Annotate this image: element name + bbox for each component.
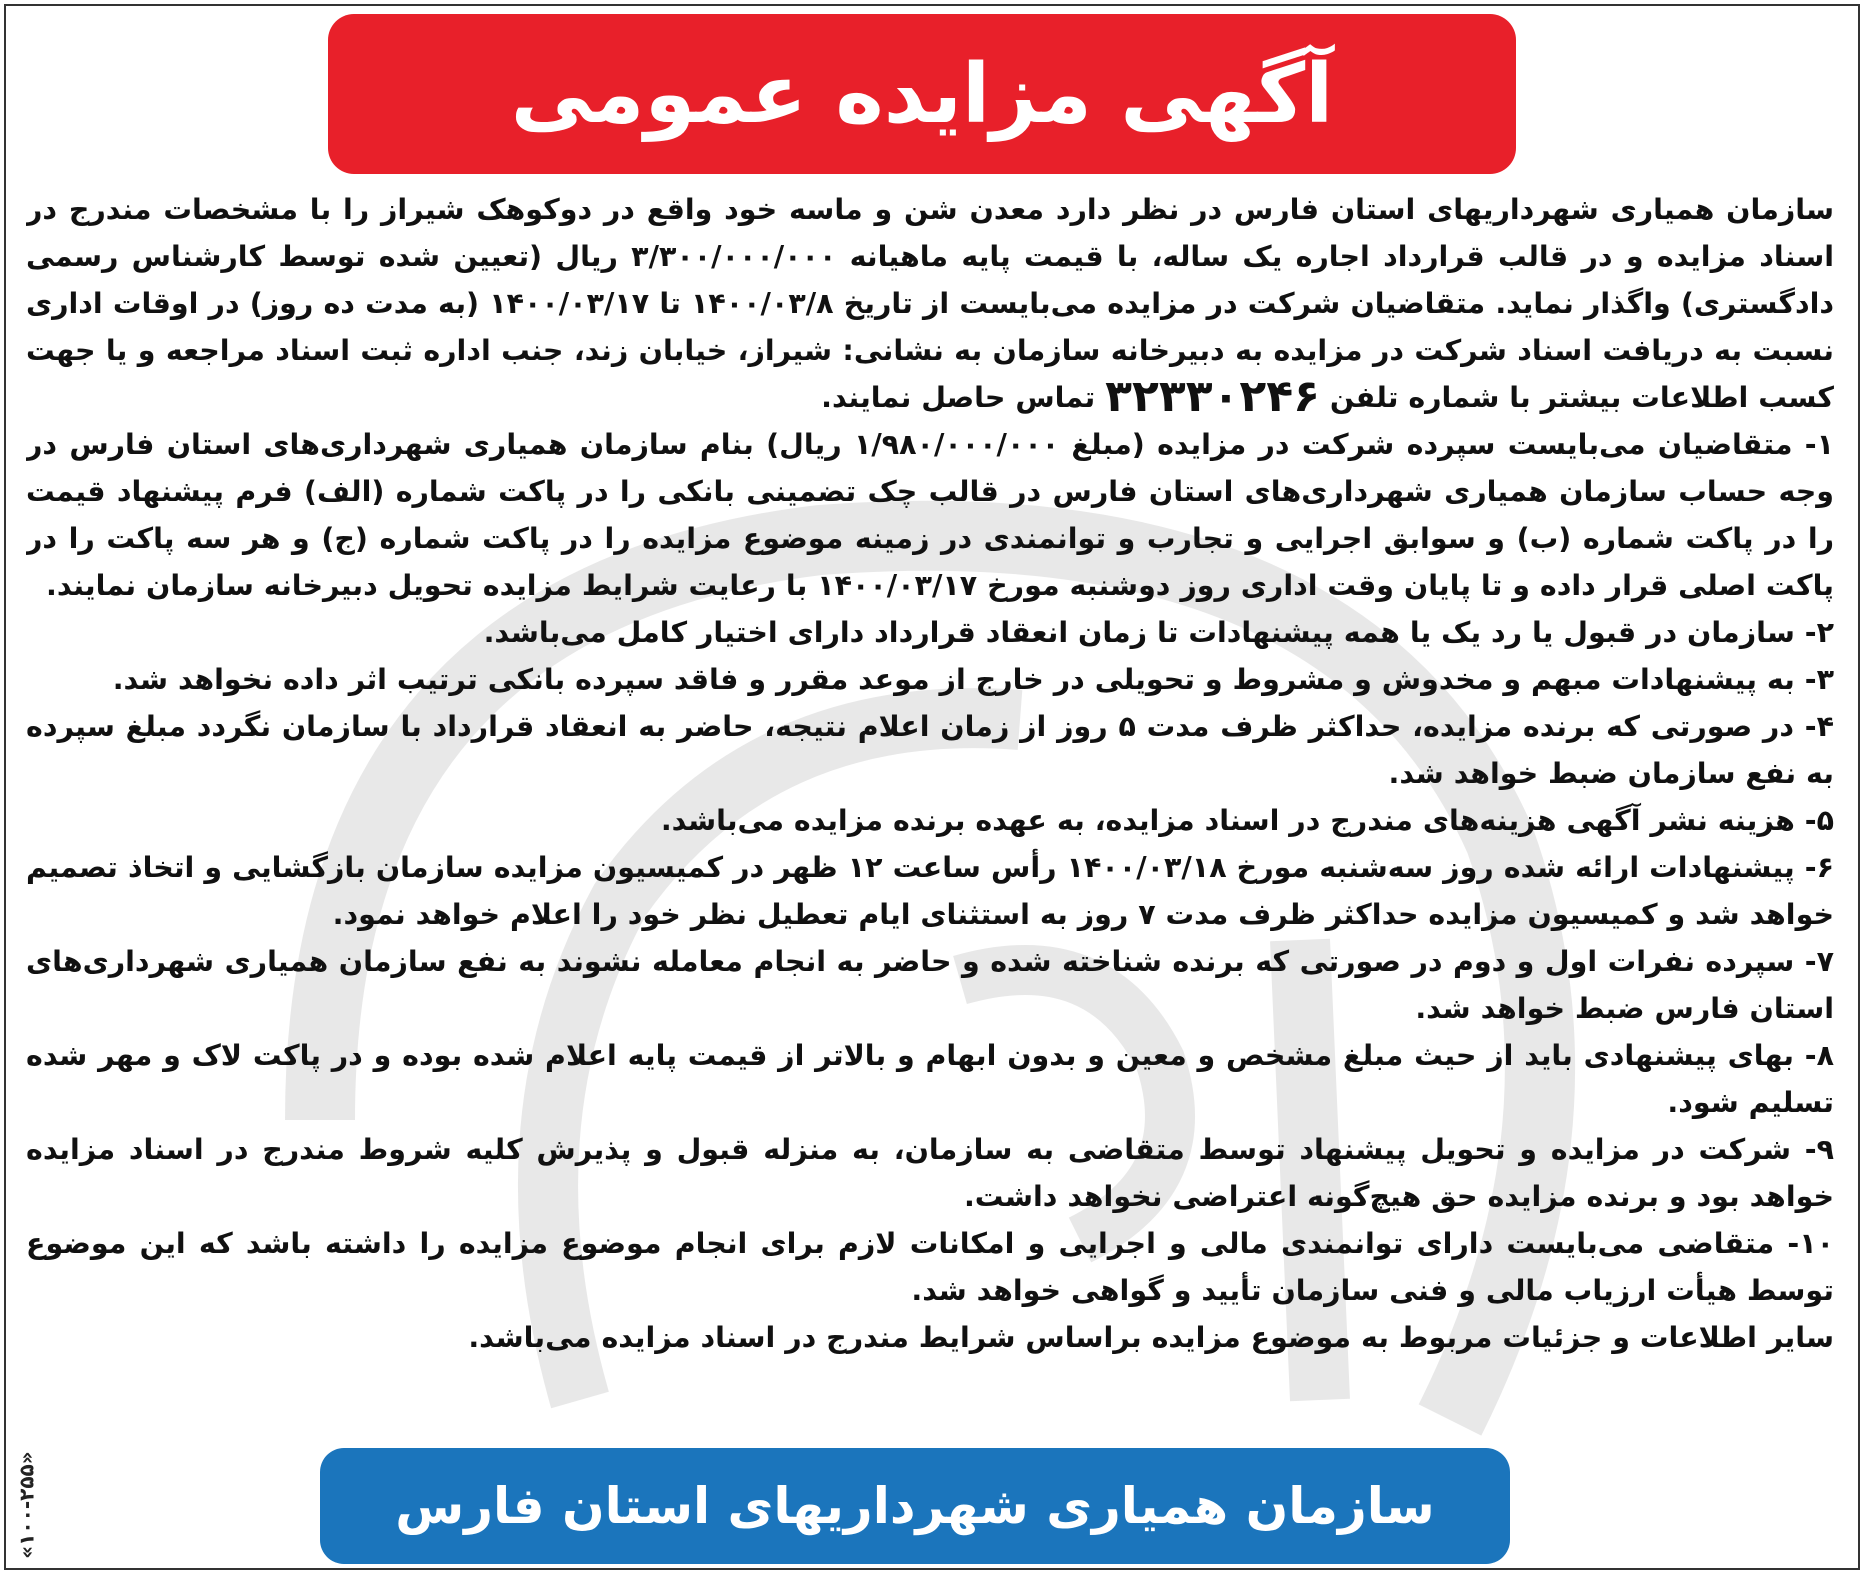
intro-text: سازمان همیاری شهرداریهای استان فارس در نظر دارد معدن شن و ماسه خود واقع در دوکوهک شیراز را با مشخصات مندرج در اسناد مزایده و در قالب قرارداد اجاره یک ساله، با قیمت پایه ماهیانه ۳/۳۰۰/۰۰۰/۰۰۰ ریال (تعیین شده توسط کارشناس رسمی دادگستری) واگذار نماید. متقاضیان شرکت در مزایده می‌بایست از تاریخ ۱۴۰۰/۰۳/۸ تا ۱۴۰۰/۰۳/۱۷ (به مدت ده روز) در اوقات اداری نسبت به دریافت اسناد شرکت در مزایده به دبیرخانه سازمان به نشانی: شیراز، خیابان زند، جنب اداره ثبت اسناد مراجعه و یا جهت کسب اطلاعات بیشتر با شماره تلفن xyxy=(26,193,1834,414)
clause-1: ۱- متقاضیان می‌بایست سپرده شرکت در مزایده (مبلغ ۱/۹۸۰/۰۰۰/۰۰۰ ریال) بنام سازمان همیاری شهرداری‌های استان فارس در وجه حساب سازمان همیاری شهرداری‌های استان فارس در قالب چک تضمینی بانکی را در پاکت شماره (الف) فرم پیشنهاد قیمت را در پاکت شماره (ب) و سوابق اجرایی و تجارب و توانمندی در زمینه موضوع مزایده را در پاکت شماره (ج) و هر سه پاکت را در پاکت اصلی قرار داده و تا پایان وقت اداری روز دوشنبه مورخ ۱۴۰۰/۰۳/۱۷ با رعایت شرایط مزایده تحویل دبیرخانه سازمان نمایند. xyxy=(26,428,1834,602)
clause-5: ۵- هزینه نشر آگهی هزینه‌های مندرج در اسناد مزایده، به عهده برنده مزایده می‌باشد. xyxy=(660,804,1834,837)
clause-6: ۶- پیشنهادات ارائه شده روز سه‌شنبه مورخ ۱۴۰۰/۰۳/۱۸ رأس ساعت ۱۲ ظهر در کمیسیون مزایده سازمان بازگشایی و اتخاذ تصمیم خواهد شد و کمیسیون مزایده حداکثر ظرف مدت ۷ روز به استثنای ایام تعطیل نظر خود را اعلام خواهد نمود. xyxy=(26,851,1834,931)
ad-code: «۱۰۰-۲۵۵» xyxy=(15,1451,40,1559)
title-banner xyxy=(328,14,1516,174)
intro-paragraph xyxy=(26,186,1834,421)
intro-text-end: تماس حاصل نمایند. xyxy=(821,381,1096,414)
footer-banner xyxy=(320,1448,1510,1564)
ad-code-container xyxy=(4,1440,50,1570)
clause-9: ۹- شرکت در مزایده و تحویل پیشنهاد توسط متقاضی به سازمان، به منزله قبول و پذیرش کلیه شروط مندرج در اسناد مزایده خواهد بود و برنده مزایده حق هیچ‌گونه اعتراضی نخواهد داشت. xyxy=(26,1133,1834,1213)
page-title: آگهی مزایده عمومی xyxy=(510,46,1334,142)
organization-name: سازمان همیاری شهرداریهای استان فارس xyxy=(395,1477,1435,1535)
clause-3: ۳- به پیشنهادات مبهم و مخدوش و مشروط و تحویلی در خارج از موعد مقرر و فاقد سپرده بانکی ترتیب اثر داده نخواهد شد. xyxy=(112,663,1834,696)
phone-number: ۳۲۳۳۰۲۴۶ xyxy=(1105,371,1320,422)
clause-10: ۱۰- متقاضی می‌بایست دارای توانمندی مالی و اجرایی و امکانات لازم برای انجام موضوع مزایده را داشته باشد که این موضوع توسط هیأت ارزیاب مالی و فنی سازمان تأیید و گواهی خواهد شد. xyxy=(26,1227,1834,1307)
clause-2: ۲- سازمان در قبول یا رد یک یا همه پیشنهادات تا زمان انعقاد قرارداد دارای اختیار کامل می‌باشد. xyxy=(483,616,1834,649)
clause-8: ۸- بهای پیشنهادی باید از حیث مبلغ مشخص و معین و بدون ابهام و بالاتر از قیمت پایه اعلام شده بوده و در پاکت لاک و مهر شده تسلیم شود. xyxy=(26,1039,1834,1119)
clause-4: ۴- در صورتی که برنده مزایده، حداکثر ظرف مدت ۵ روز از زمان اعلام نتیجه، حاضر به انعقاد قرارداد با سازمان نگردد مبلغ سپرده به نفع سازمان ضبط خواهد شد. xyxy=(26,710,1834,790)
closing-line: سایر اطلاعات و جزئیات مربوط به موضوع مزایده براساس شرایط مندرج در اسناد مزایده می‌باشد. xyxy=(468,1321,1834,1354)
notice-body xyxy=(26,186,1834,1436)
clause-7: ۷- سپرده نفرات اول و دوم در صورتی که برنده شناخته شده و حاضر به انجام معامله نشوند به نفع سازمان همیاری شهرداری‌های استان فارس ضبط خواهد شد. xyxy=(26,945,1834,1025)
